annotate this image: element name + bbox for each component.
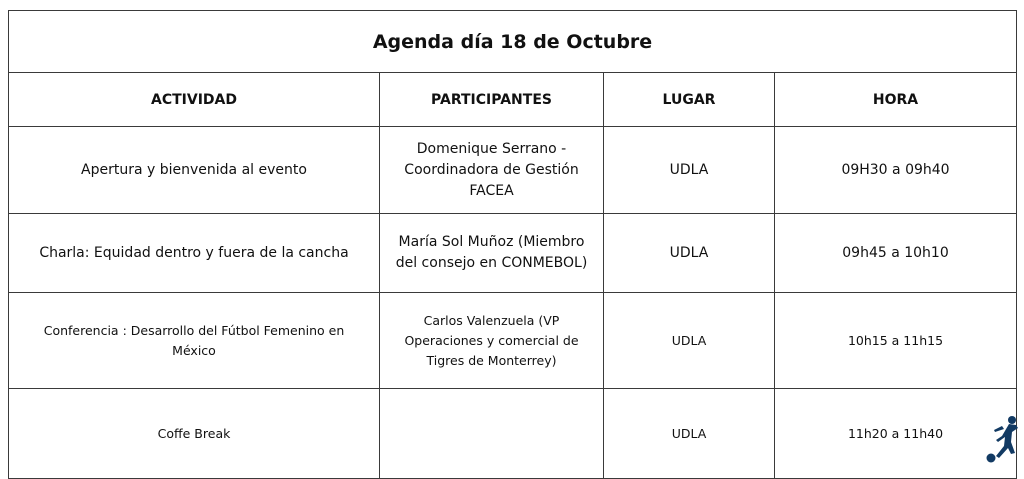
- hora-cell: 09h45 a 10h10: [775, 214, 1017, 293]
- hora-cell: 10h15 a 11h15: [775, 293, 1017, 389]
- table-row: [9, 214, 1017, 293]
- participantes-cell: [380, 389, 604, 479]
- actividad-cell: Apertura y bienvenida al evento: [9, 127, 380, 214]
- participantes-cell: Domenique Serrano - Coordinadora de Gestión FACEA: [380, 127, 604, 214]
- column-header-actividad: ACTIVIDAD: [9, 73, 380, 127]
- column-header-hora: HORA: [775, 73, 1017, 127]
- lugar-cell: UDLA: [604, 293, 775, 389]
- header-row: [9, 73, 1017, 127]
- table-row: [9, 293, 1017, 389]
- table-row: [9, 389, 1017, 479]
- column-header-lugar: LUGAR: [604, 73, 775, 127]
- agenda-table: [8, 10, 1017, 479]
- actividad-cell: Charla: Equidad dentro y fuera de la cancha: [9, 214, 380, 293]
- hora-cell: 11h20 a 11h40: [775, 389, 1017, 479]
- table-row: [9, 127, 1017, 214]
- hora-cell: 09H30 a 09h40: [775, 127, 1017, 214]
- column-header-participantes: PARTICIPANTES: [380, 73, 604, 127]
- soccer-player-icon: [982, 414, 1022, 464]
- lugar-cell: UDLA: [604, 389, 775, 479]
- lugar-cell: UDLA: [604, 127, 775, 214]
- participantes-cell: María Sol Muñoz (Miembro del consejo en CONMEBOL): [380, 214, 604, 293]
- actividad-cell: Coffe Break: [9, 389, 380, 479]
- actividad-cell: Conferencia : Desarrollo del Fútbol Femenino en México: [9, 293, 380, 389]
- lugar-cell: UDLA: [604, 214, 775, 293]
- agenda-title: Agenda día 18 de Octubre: [9, 11, 1017, 73]
- participantes-cell: Carlos Valenzuela (VP Operaciones y comercial de Tigres de Monterrey): [380, 293, 604, 389]
